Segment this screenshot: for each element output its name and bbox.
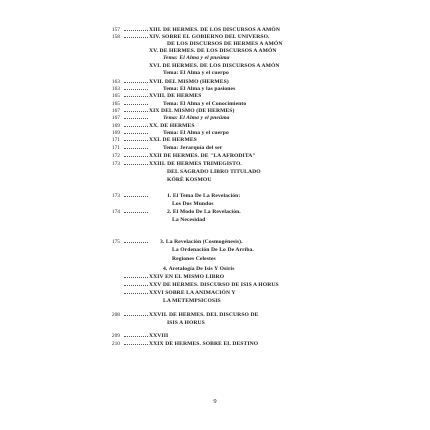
dot-leader: [124, 192, 148, 197]
dot-leader: [124, 340, 148, 345]
dot-leader: [124, 78, 148, 83]
toc-entry[interactable]: [0, 69, 430, 77]
toc-entry[interactable]: [0, 332, 430, 340]
toc-entry-title: KÓRÈ KOSMOU: [167, 177, 212, 183]
dot-leader: [124, 129, 148, 134]
toc-entry-title: XXII DE HERMES. DE "LA AFRODITA": [149, 153, 256, 159]
dot-leader: [124, 100, 148, 105]
toc-page-number: 169: [111, 130, 120, 136]
toc-page-number: 210: [111, 341, 120, 347]
toc-entry[interactable]: [0, 297, 430, 305]
dot-leader: [124, 107, 148, 112]
toc-entry[interactable]: [0, 136, 430, 144]
dot-leader: [124, 332, 148, 337]
toc-entry-title: XIX DEL MISMO (DE HERMES): [149, 108, 235, 114]
toc-entry-title: ISIS A HORUS: [167, 320, 205, 326]
toc-page-number: 167: [111, 115, 120, 121]
toc-page-number: 174: [111, 209, 120, 215]
toc-page-number: 157: [111, 27, 120, 33]
toc-page-number: 165: [111, 101, 120, 107]
dot-leader: [124, 144, 148, 149]
toc-entry-title: XXVIII: [149, 333, 169, 339]
toc-page-number: 172: [111, 153, 120, 159]
toc-entry-title: DE LOS DISCURSOS DE HERMES A AMÓN: [167, 41, 283, 47]
toc-entry[interactable]: [0, 216, 430, 224]
toc-entry-title: Tema: El Alma y el pneüma: [163, 115, 230, 121]
toc-entry-title: LA METEMPSICOSIS: [163, 298, 221, 304]
dot-leader: [124, 311, 148, 316]
toc-page-number: 158: [111, 34, 120, 40]
toc-entry-title: XXVII. DE HERMES. DEL DISCURSO DE: [149, 312, 259, 318]
toc-entry[interactable]: [0, 168, 430, 176]
toc-page-number: 163: [111, 79, 120, 85]
toc-entry-title: Regiones Celestes: [172, 256, 216, 262]
toc-entry-title: La Necesidad: [172, 217, 206, 223]
toc-entry[interactable]: [0, 289, 430, 297]
toc-entry-title: XXVI SOBRE LA ANIMACIÓN Y: [149, 290, 236, 296]
toc-page-number: 173: [111, 161, 120, 167]
toc-entry[interactable]: [0, 92, 430, 100]
toc-entry-title: 3. La Revelación (Cosmogénesis).: [160, 239, 243, 245]
toc-entry-title: XVII. DEL MISMO (HERMES): [149, 79, 229, 85]
toc-entry-title: XV. DE HERMES. DE LOS DISCURSOS A AMÓN: [149, 48, 277, 54]
toc-entry[interactable]: [0, 246, 430, 254]
toc-entry[interactable]: [0, 255, 430, 263]
dot-leader: [124, 26, 148, 31]
toc-entry[interactable]: [0, 265, 430, 273]
toc-entry[interactable]: [0, 54, 430, 62]
toc-entry[interactable]: [0, 208, 430, 216]
toc-entry-title: XVIII. DE HERMES: [149, 93, 202, 99]
dot-leader: [124, 208, 148, 213]
toc-entry[interactable]: [0, 176, 430, 184]
dot-leader: [124, 160, 148, 165]
toc-entry[interactable]: [0, 114, 430, 122]
dot-leader: [124, 238, 148, 243]
dot-leader: [124, 33, 148, 38]
toc-entry-title: Los Dos Mundos: [172, 201, 214, 207]
dot-leader: [124, 289, 148, 294]
toc-entry-title: 1. El Tema De La Revelación:: [167, 193, 241, 199]
dot-leader: [124, 92, 148, 97]
toc-page-number: 208: [111, 312, 120, 318]
toc-page-number: 169: [111, 123, 120, 129]
toc-entry[interactable]: [0, 281, 430, 289]
toc-entry[interactable]: [0, 238, 430, 246]
toc-entry-title: XXI. DE HERMES: [149, 137, 197, 143]
toc-entry-title: 4. Aretalogía De Isis Y Osiris: [163, 266, 235, 272]
toc-page-number: 167: [111, 108, 120, 114]
toc-entry-title: DEL SAGRADO LIBRO TITULADO: [167, 169, 261, 175]
toc-entry-title: XVI. DE HERMES. DE LOS DISCURSOS A AMÓN: [149, 63, 280, 69]
toc-page-number: 165: [111, 93, 120, 99]
dot-leader: [124, 281, 148, 286]
toc-page-number: 173: [111, 193, 120, 199]
toc-page-number: 171: [111, 145, 120, 151]
toc-entry-title: XXIV EN EL MISMO LIBRO: [149, 274, 225, 280]
toc-entry-title: XXIII. DE HERMES TRIMEGISTO.: [149, 161, 242, 167]
toc-entry-title: Tema: El Alma y el cuerpo: [163, 130, 229, 136]
toc-entry-title: XXIX DE HERMES. SOBRE EL DESTINO: [149, 341, 259, 347]
toc-entry[interactable]: [0, 311, 430, 319]
toc-entry-title: La Ordenación De Lo De Arriba.: [172, 247, 254, 253]
toc-entry-title: Tema: Jerarquía del ser: [163, 145, 223, 151]
toc-entry-title: XX. DE HERMES: [149, 123, 195, 129]
toc-entry[interactable]: [0, 340, 430, 348]
dot-leader: [124, 114, 148, 119]
toc-page-number: 171: [111, 137, 120, 143]
page-number-footer: 9: [213, 398, 217, 405]
toc-entry-title: Tema: El Alma y el Conocimiento: [163, 101, 247, 107]
toc-entry[interactable]: [0, 160, 430, 168]
toc-entry-title: Tema: El Alma y las pasiones: [163, 86, 236, 92]
toc-entry-title: Tema: El Alma y el cuerpo: [163, 70, 229, 76]
toc-page-number: 175: [111, 239, 120, 245]
dot-leader: [124, 152, 148, 157]
toc-entry[interactable]: [0, 319, 430, 327]
toc-entry-title: XIII. DE HERMES. DE LOS DISCURSOS A AMÓN: [149, 27, 280, 33]
dot-leader: [124, 273, 148, 278]
toc-entry-title: 2. El Modo De La Revelación.: [167, 209, 241, 215]
dot-leader: [124, 85, 148, 90]
toc-page-number: 163: [111, 86, 120, 92]
toc-entry[interactable]: [0, 273, 430, 281]
toc-entry[interactable]: [0, 192, 430, 200]
toc-page-number: 209: [111, 333, 120, 339]
toc-entry-title: XXV DE HERMES. DISCURSO DE ISIS A HORUS: [149, 282, 279, 288]
toc-entry[interactable]: [0, 152, 430, 160]
dot-leader: [124, 122, 148, 127]
toc-entry-title: XIV. SOBRE EL GOBIERNO DEL UNIVERSO.: [149, 34, 270, 40]
toc-entry[interactable]: [0, 144, 430, 152]
dot-leader: [124, 136, 148, 141]
toc-entry[interactable]: [0, 200, 430, 208]
toc-entry-title: Tema: El Alma y el pneüma: [163, 55, 230, 61]
